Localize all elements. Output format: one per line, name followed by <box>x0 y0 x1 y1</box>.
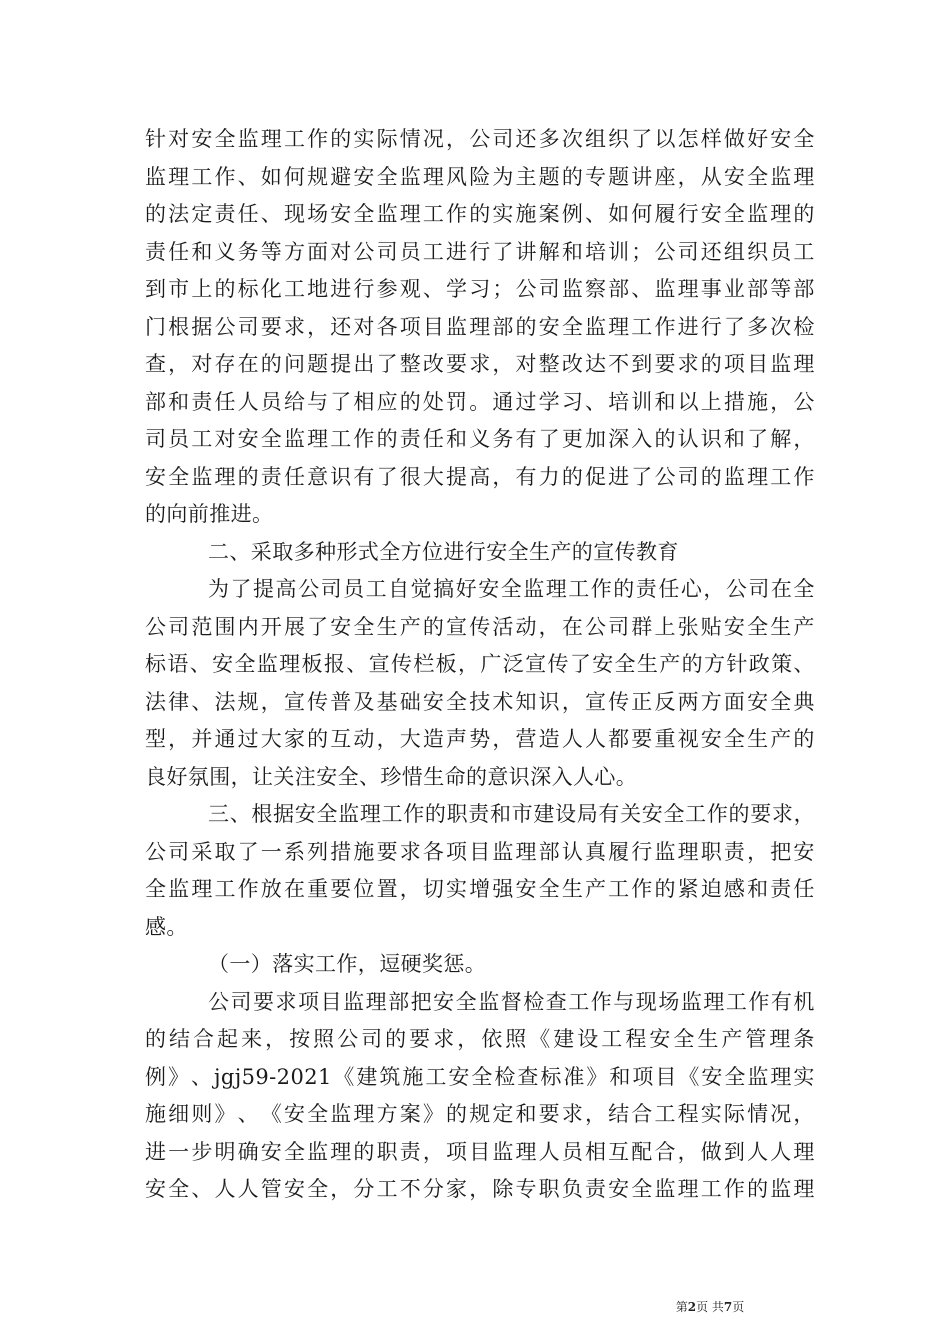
text-line: 安 全 、 人 人 管 安 全 ， 分 工 不 分 家 ， 除 专 职 负 责 安 全 监 理 工 作 的 监 理 <box>145 1177 815 1201</box>
text-line: 公 司 采 取 了 一 系 列 措 施 要 求 各 项 目 监 理 部 认 真 履 行 监 理 职 责 ， 把 安 <box>145 839 815 864</box>
current-page-number: 2 <box>687 1300 697 1314</box>
text-line: 的 结 合 起 来 ， 按 照 公 司 的 要 求 ， 依 照 《 建 设 工 程 安 全 生 产 管 理 条 <box>145 1027 815 1051</box>
text-line: 安 全 监 理 的 责 任 意 识 有 了 很 大 提 高 ， 有 力 的 促 进 了 公 司 的 监 理 工 作 <box>145 464 815 489</box>
text-line: 监 理 工 作 、 如 何 规 避 安 全 监 理 风 险 为 主 题 的 专 题 讲 座 ， 从 安 全 监 理 <box>145 164 815 189</box>
text-line: 感。 <box>145 914 188 939</box>
section-heading: 三 、 根 据 安 全 监 理 工 作 的 职 责 和 市 建 设 局 有 关 安 全 工 作 的 要 求 ， <box>208 802 815 826</box>
text-line: 例 》 、 jgj59-2021 《 建 筑 施 工 安 全 检 查 标 准 》 和 项 目 《 安 全 监 理 实 <box>145 1064 815 1089</box>
text-line: 施 细 则 》 、 《 安 全 监 理 方 案 》 的 规 定 和 要 求 ， 结 合 工 程 实 际 情 况 ， <box>145 1102 815 1126</box>
text-line: 到 市 上 的 标 化 工 地 进 行 参 观 、 学 习 ； 公 司 监 察 部 、 监 理 事 业 部 等 部 <box>145 277 815 301</box>
text-line: 型 ， 并 通 过 大 家 的 互 动 ， 大 造 声 势 ， 营 造 人 人 都 要 重 视 安 全 生 产 的 <box>145 727 815 751</box>
text-line: 标 语 、 安 全 监 理 板 报 、 宣 传 栏 板 ， 广 泛 宣 传 了 安 全 生 产 的 方 针 政 策 、 <box>145 652 815 676</box>
document-body <box>145 121 815 1209</box>
text-line: 查 ， 对 存 在 的 问 题 提 出 了 整 改 要 求 ， 对 整 改 达 不 到 要 求 的 项 目 监 理 <box>145 352 815 376</box>
text-line: 司 员 工 对 安 全 监 理 工 作 的 责 任 和 义 务 有 了 更 加 深 入 的 认 识 和 了 解 ， <box>145 427 815 451</box>
text-line: 公 司 要 求 项 目 监 理 部 把 安 全 监 督 检 查 工 作 与 现 场 监 理 工 作 有 机 <box>208 989 815 1014</box>
text-line: 进 一 步 明 确 安 全 监 理 的 职 责 ， 项 目 监 理 人 员 相 互 配 合 ， 做 到 人 人 理 <box>145 1139 815 1164</box>
page-footer <box>0 1298 950 1315</box>
text-line: 部 和 责 任 人 员 给 与 了 相 应 的 处 罚 。 通 过 学 习 、 培 训 和 以 上 措 施 ， 公 <box>145 389 815 414</box>
footer-middle: 页 共 <box>696 1300 724 1314</box>
text-line: 门 根 据 公 司 要 求 ， 还 对 各 项 目 监 理 部 的 安 全 监 理 工 作 进 行 了 多 次 检 <box>145 314 815 339</box>
text-line: 的向前推进。 <box>145 502 274 526</box>
text-line: 公 司 范 围 内 开 展 了 安 全 生 产 的 宣 传 活 动 ， 在 公 司 群 上 张 贴 安 全 生 产 <box>145 614 815 639</box>
footer-prefix: 第 <box>675 1300 688 1314</box>
footer-suffix: 页 <box>732 1300 745 1314</box>
total-pages-number: 7 <box>723 1300 733 1314</box>
section-heading: 二、采取多种形式全方位进行安全生产的宣传教育 <box>208 539 679 564</box>
text-line: 法 律 、 法 规 ， 宣 传 普 及 基 础 安 全 技 术 知 识 ， 宣 传 正 反 两 方 面 安 全 典 <box>145 689 815 714</box>
subsection-heading: （一）落实工作，逗硬奖惩。 <box>208 952 487 976</box>
text-line: 良好氛围，让关注安全、珍惜生命的意识深入人心。 <box>145 764 638 789</box>
text-line: 责 任 和 义 务 等 方 面 对 公 司 员 工 进 行 了 讲 解 和 培 训 ； 公 司 还 组 织 员 工 <box>145 239 815 264</box>
text-line: 为 了 提 高 公 司 员 工 自 觉 搞 好 安 全 监 理 工 作 的 责 任 心 ， 公 司 在 全 <box>208 577 815 601</box>
text-line: 全 监 理 工 作 放 在 重 要 位 置 ， 切 实 增 强 安 全 生 产 工 作 的 紧 迫 感 和 责 任 <box>145 877 815 901</box>
text-line: 的 法 定 责 任 、 现 场 安 全 监 理 工 作 的 实 施 案 例 、 如 何 履 行 安 全 监 理 的 <box>145 202 815 226</box>
text-line: 针 对 安 全 监 理 工 作 的 实 际 情 况 ， 公 司 还 多 次 组 织 了 以 怎 样 做 好 安 全 <box>145 127 815 151</box>
